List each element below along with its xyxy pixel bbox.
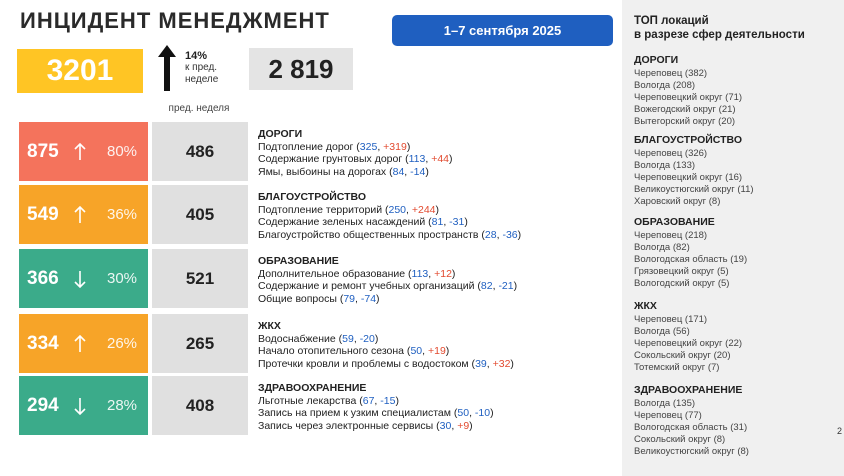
location-item: Череповец (218) xyxy=(634,230,708,241)
arrow-up-icon xyxy=(158,45,176,91)
subcategory-label: Протечки кровли и проблемы с водостоком xyxy=(258,357,469,370)
arrow-up-icon xyxy=(73,206,87,224)
location-item: Сокольский округ (20) xyxy=(634,350,731,361)
subcategory-delta: +44 xyxy=(431,153,450,165)
location-section xyxy=(634,300,742,374)
category-name: ЖКХ xyxy=(258,320,281,332)
location-item: Череповец (326) xyxy=(634,148,708,159)
category-previous-count: 405 xyxy=(152,185,248,244)
location-item: Вологодская область (19) xyxy=(634,254,748,265)
subcategory-line: Запись через электронные сервисы (30, +9) xyxy=(258,419,473,432)
location-item: Вологда (135) xyxy=(634,398,696,409)
category-change-percent: 36% xyxy=(107,206,138,223)
subcategory-line: Благоустройство общественных пространств (28, -36) xyxy=(258,228,522,241)
location-item: Вытегорский округ (20) xyxy=(634,116,736,127)
subcategory-line: Подтопление дорог (325, +319) xyxy=(258,140,411,153)
subcategory-label: Запись через электронные сервисы xyxy=(258,419,434,432)
subcategory-value: 113 xyxy=(411,267,429,280)
location-item: Великоустюгский округ (11) xyxy=(634,184,754,195)
subcategory-label: Ямы, выбоины на дорогах xyxy=(258,165,387,178)
subcategory-line: Подтопление территорий (250, +244) xyxy=(258,203,440,216)
location-item: Череповец (382) xyxy=(634,68,708,79)
subcategory-delta: +244 xyxy=(411,203,436,216)
location-item: Череповецкий округ (22) xyxy=(634,338,743,349)
subcategory-delta: -31 xyxy=(449,216,465,228)
category-details xyxy=(258,128,618,178)
subcategory-label: Общие вопросы xyxy=(258,292,337,305)
subcategory-label: Водоснабжение xyxy=(258,332,336,345)
subcategory-label: Подтопление дорог xyxy=(258,140,354,153)
category-change-percent: 26% xyxy=(107,335,138,352)
location-item: Великоустюгский округ (8) xyxy=(634,446,749,457)
subcategory-value: 250 xyxy=(388,203,407,216)
subcategory-line: Запись на прием к узким специалистам (50, -10) xyxy=(258,407,494,419)
category-previous-count: 521 xyxy=(152,249,248,308)
location-item: Грязовецкий округ (5) xyxy=(634,266,729,277)
subcategory-delta: +19 xyxy=(427,345,446,357)
location-section-title: ОБРАЗОВАНИЕ xyxy=(634,216,715,228)
category-previous-count: 408 xyxy=(152,376,248,435)
location-item: Харовский округ (8) xyxy=(634,196,721,207)
subcategory-value: 28 xyxy=(484,228,497,241)
subcategory-delta: -21 xyxy=(498,280,514,292)
category-name: БЛАГОУСТРОЙСТВО xyxy=(258,191,367,203)
subcategory-label: Благоустройство общественных пространств xyxy=(258,228,479,241)
subcategory-delta: +32 xyxy=(492,357,511,370)
category-details xyxy=(258,382,618,432)
previous-total: 2 819 xyxy=(249,48,353,90)
location-item: Вологда (82) xyxy=(634,242,690,253)
category-name: ЗДРАВООХРАНЕНИЕ xyxy=(258,382,367,394)
subcategory-value: 39 xyxy=(475,357,487,370)
subcategory-delta: -14 xyxy=(410,165,426,178)
subcategory-label: Дополнительное образование xyxy=(258,267,406,280)
subcategory-line: Водоснабжение (59, -20) xyxy=(258,332,379,345)
category-count-card xyxy=(19,376,148,435)
location-item: Вологда (56) xyxy=(634,326,690,337)
location-section-title: ЖКХ xyxy=(634,300,657,312)
location-item: Вологда (208) xyxy=(634,80,696,91)
subcategory-line: Ямы, выбоины на дорогах (84, -14) xyxy=(258,165,429,178)
subcategory-value: 59 xyxy=(342,332,354,345)
category-previous-count: 265 xyxy=(152,314,248,373)
change-caption-line2: неделе xyxy=(185,74,219,85)
location-section-title: ЗДРАВООХРАНЕНИЕ xyxy=(634,384,743,396)
location-section xyxy=(634,54,742,128)
subcategory-line: Льготные лекарства (67, -15) xyxy=(258,394,399,407)
location-item: Череповец (171) xyxy=(634,314,708,325)
subcategory-line: Протечки кровли и проблемы с водостоком (39, +32) xyxy=(258,357,514,370)
change-indicator xyxy=(185,50,218,86)
category-name: ДОРОГИ xyxy=(258,128,303,140)
subcategory-delta: -74 xyxy=(360,292,377,305)
subcategory-label: Запись на прием к узким специалистам xyxy=(258,407,451,419)
arrow-down-icon xyxy=(73,397,87,415)
top-locations-panel xyxy=(622,0,844,476)
page-number: 2 xyxy=(836,426,842,436)
subcategory-value: 113 xyxy=(408,153,426,165)
previous-week-label: пред. неделя xyxy=(168,103,230,114)
page-title: ИНЦИДЕНТ МЕНЕДЖМЕНТ xyxy=(20,8,330,33)
category-change-percent: 30% xyxy=(107,270,138,287)
location-section-title: БЛАГОУСТРОЙСТВО xyxy=(634,134,743,146)
subcategory-line: Содержание зеленых насаждений (81, -31) xyxy=(258,216,468,228)
total-count: 3201 xyxy=(17,49,143,93)
category-count: 875 xyxy=(27,140,59,162)
subcategory-value: 50 xyxy=(410,345,423,357)
subcategory-delta: -36 xyxy=(502,228,518,241)
category-details xyxy=(258,191,618,241)
category-count-card xyxy=(19,249,148,308)
subcategory-value: 81 xyxy=(431,216,444,228)
sidebar-title-line1: ТОП локаций xyxy=(634,15,709,27)
category-change-percent: 80% xyxy=(107,143,138,160)
subcategory-value: 50 xyxy=(457,407,470,419)
subcategory-delta: +12 xyxy=(434,267,452,280)
subcategory-value: 67 xyxy=(362,394,375,407)
location-section-title: ДОРОГИ xyxy=(634,54,679,66)
location-item: Вожегодский округ (21) xyxy=(634,104,736,115)
category-count: 294 xyxy=(27,394,59,416)
subcategory-label: Содержание и ремонт учебных организаций xyxy=(258,280,475,292)
location-item: Череповецкий округ (16) xyxy=(634,172,743,183)
subcategory-value: 84 xyxy=(392,165,405,178)
arrow-down-icon xyxy=(73,270,87,288)
subcategory-value: 30 xyxy=(439,419,452,432)
subcategory-delta: -20 xyxy=(359,332,375,345)
location-item: Сокольский округ (8) xyxy=(634,434,726,445)
location-item: Вологодская область (31) xyxy=(634,422,748,433)
location-section xyxy=(634,384,749,458)
category-details xyxy=(258,255,618,305)
subcategory-delta: -10 xyxy=(474,407,491,419)
sidebar-title xyxy=(634,14,805,42)
category-count: 549 xyxy=(27,203,59,225)
category-change-percent: 28% xyxy=(107,397,138,414)
subcategory-value: 325 xyxy=(359,140,378,153)
subcategory-line: Начало отопительного сезона (50, +19) xyxy=(258,345,450,357)
subcategory-delta: -15 xyxy=(380,394,396,407)
subcategory-label: Содержание зеленых насаждений xyxy=(258,216,426,228)
location-section xyxy=(634,216,747,290)
category-name: ОБРАЗОВАНИЕ xyxy=(258,255,339,267)
location-item: Вологодский округ (5) xyxy=(634,278,730,289)
subcategory-label: Начало отопительного сезона xyxy=(258,345,405,357)
sidebar-title-line2: в разрезе сфер деятельности xyxy=(634,29,805,41)
subcategory-delta: +9 xyxy=(457,419,470,432)
category-count-card xyxy=(19,314,148,373)
subcategory-value: 82 xyxy=(480,280,493,292)
location-item: Череповец (77) xyxy=(634,410,702,421)
location-section xyxy=(634,134,754,208)
subcategory-label: Содержание грунтовых дорог xyxy=(258,153,403,165)
change-percent: 14% xyxy=(185,50,208,62)
date-range-button[interactable]: 1–7 сентября 2025 xyxy=(392,15,613,46)
subcategory-delta: +319 xyxy=(383,140,407,153)
subcategory-line: Общие вопросы (79, -74) xyxy=(258,292,380,305)
location-item: Тотемский округ (7) xyxy=(634,362,720,373)
arrow-up-icon xyxy=(73,143,87,161)
change-caption-line1: к пред. xyxy=(185,62,218,73)
category-count-card xyxy=(19,122,148,181)
subcategory-label: Льготные лекарства xyxy=(258,394,357,407)
subcategory-line: Содержание грунтовых дорог (113, +44) xyxy=(258,153,453,165)
subcategory-line: Содержание и ремонт учебных организаций (82, -21) xyxy=(258,280,518,292)
arrow-up-icon xyxy=(73,335,87,353)
location-item: Вологда (133) xyxy=(634,160,696,171)
category-count: 334 xyxy=(27,332,59,354)
category-details xyxy=(258,320,618,370)
subcategory-value: 79 xyxy=(343,292,356,305)
subcategory-line: Дополнительное образование (113, +12) xyxy=(258,267,456,280)
category-count-card xyxy=(19,185,148,244)
location-item: Череповецкий округ (71) xyxy=(634,92,743,103)
subcategory-label: Подтопление территорий xyxy=(258,203,383,216)
category-count: 366 xyxy=(27,267,59,289)
category-previous-count: 486 xyxy=(152,122,248,181)
